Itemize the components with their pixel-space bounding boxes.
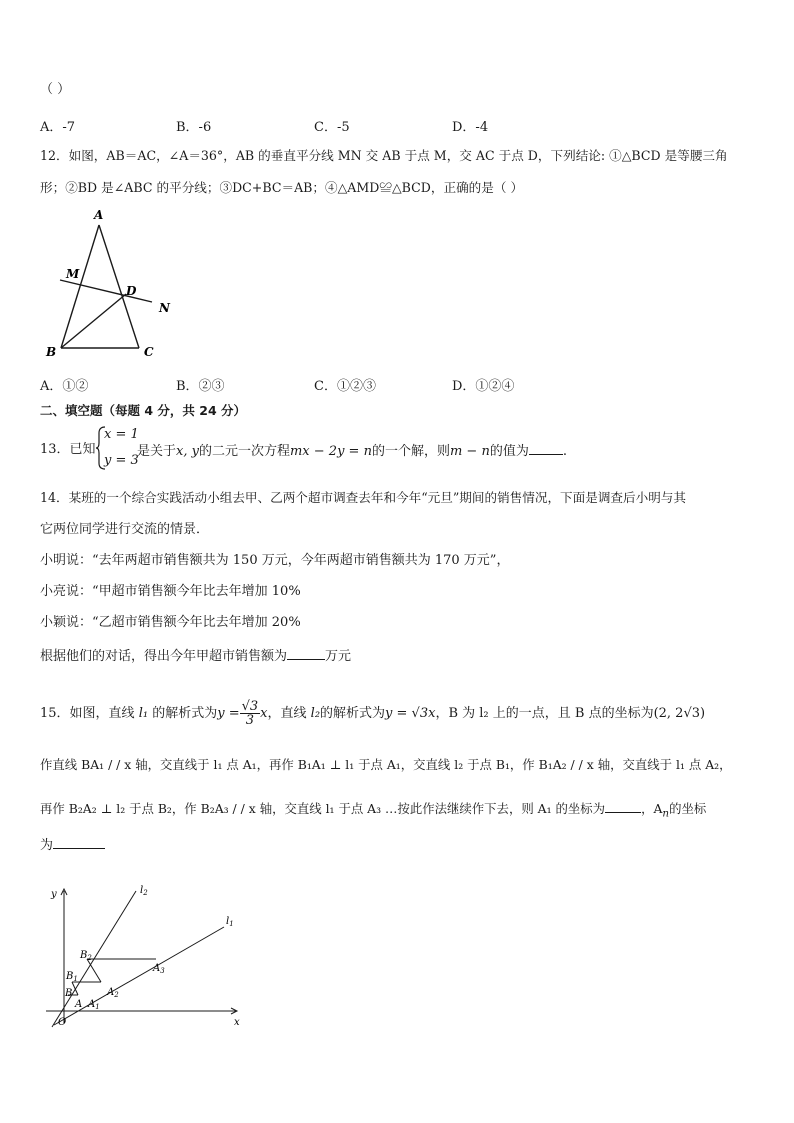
fig15-label-b: B — [65, 988, 73, 999]
fig12-label-a: A — [94, 208, 104, 222]
q14-line1: 14．某班的一个综合实践活动小组去甲、乙两个超市调查去年和今年“元旦”期间的销售情况，下面是调查后小明与其 — [40, 490, 686, 505]
q11-option-c: C．-5 — [314, 120, 350, 135]
q12-option-d: D．①②④ — [452, 379, 515, 394]
fig15-label-b2: $B_2$ — [80, 950, 92, 962]
fig12-label-d: D — [126, 284, 137, 298]
fig15-label-a: A — [75, 999, 83, 1010]
fig12-label-c: C — [144, 345, 154, 359]
q11-option-d: D．-4 — [452, 120, 489, 135]
fig12-label-n: N — [159, 301, 170, 315]
q15-line3: 再作 B₂A₂ ⊥ l₂ 于点 B₂，作 B₂A₃ / / x 轴，交直线 l₁ 于点 A₃ …按此作法继续作下去，则 A₁ 的坐标为 ，$A_n$的坐标 — [40, 801, 707, 820]
q14-line3: 小明说：“去年两超市销售额共为 150 万元，今年两超市销售额共为 170 万元”， — [40, 553, 510, 568]
q14-line2: 它两位同学进行交流的情景． — [40, 522, 210, 537]
q11-option-a: A．-7 — [40, 120, 76, 135]
fig15-label-b1: $B_1$ — [66, 971, 78, 983]
fig15-label-a2: $A_2$ — [107, 987, 119, 999]
q13-system-line2: y = 3 — [104, 453, 139, 468]
q12-option-b: B．②③ — [176, 379, 225, 394]
q14-line4: 小亮说：“甲超市销售额今年比去年增加 10% — [40, 584, 301, 599]
q12-line2: 形；②BD 是∠ABC 的平分线；③DC+BC＝AB；④△AMD≌△BCD，正确的是（ ） — [40, 180, 524, 195]
q14-line6: 根据他们的对话，得出今年甲超市销售额为 万元 — [40, 649, 352, 664]
q15-line4: 为 — [40, 836, 105, 854]
fig15-label-l1: $l_1$ — [226, 916, 234, 928]
fig15-label-l2: $l_2$ — [140, 885, 148, 897]
q15-line2: 作直线 BA₁ / / x 轴，交直线于 l₁ 点 A₁，再作 B₁A₁ ⊥ l₁ 于点 A₁，交直线 l₂ 于点 B₁，作 B₁A₂ / / x 轴，交直线于 l₁ 点 A₂， — [40, 757, 732, 772]
q14-line5: 小颖说：“乙超市销售额今年比去年增加 20% — [40, 615, 301, 630]
fig12-label-m: M — [66, 267, 80, 281]
q11-paren: （ ） — [40, 82, 71, 97]
q12-option-c: C．①②③ — [314, 379, 376, 394]
q13-prefix: 13．已知 — [40, 442, 96, 457]
q15-line1: 15．如图，直线 l₁ 的解析式为y = $\frac{√3}{3}$ x，直线 l₂的解析式为y = √3x，B 为 l₂ 上的一点，且 B 点的坐标为(2, 2√3) — [40, 699, 706, 728]
fig15-label-y: y — [51, 889, 57, 900]
q12-option-a: A．①② — [40, 379, 89, 394]
q15-coordinate-figure — [40, 875, 260, 1035]
q12-triangle-figure — [40, 205, 200, 365]
fig15-label-a3: $A_3$ — [153, 963, 165, 975]
fig12-label-b: B — [46, 345, 57, 359]
q12-line1: 12．如图，AB＝AC，∠A＝36°，AB 的垂直平分线 MN 交 AB 于点 M，交 AC 于点 D，下列结论: ①△BCD 是等腰三角 — [40, 148, 728, 163]
fig15-label-a1: $A_1$ — [88, 999, 100, 1011]
q13-body: 是关于x, y的二元一次方程mx − 2y = n的一个解，则m − n的值为 . — [137, 444, 567, 459]
q11-option-b: B．-6 — [176, 120, 212, 135]
section2-title: 二、填空题（每题 4 分，共 24 分） — [40, 403, 247, 418]
fig15-label-x: x — [234, 1017, 240, 1028]
fig15-label-o: O — [58, 1017, 67, 1028]
q13-system-line1: x = 1 — [104, 427, 139, 442]
